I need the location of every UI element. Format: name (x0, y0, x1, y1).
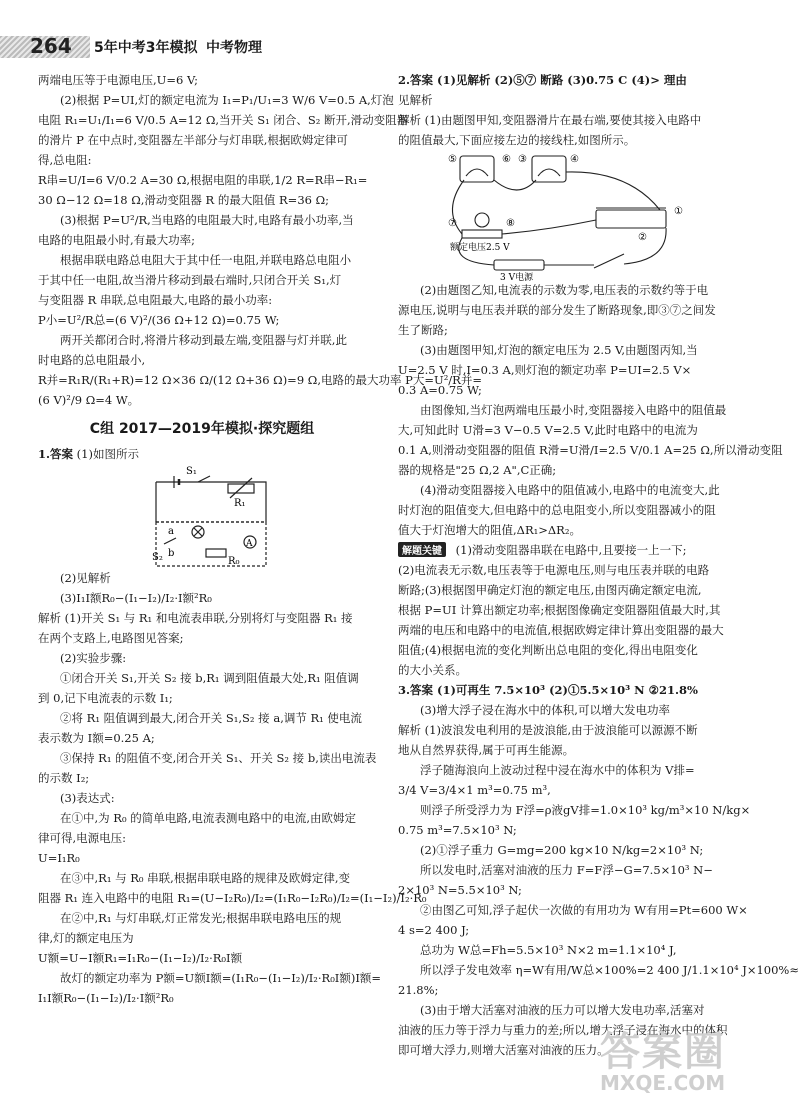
text-line: (2)由题图乙知,电流表的示数为零,电压表的示数约等于电 (420, 283, 709, 297)
note-line: 断路;(3)根据图甲确定灯泡的额定电压,由图丙确定额定电流, (398, 583, 702, 597)
note-line: 根据 P=UI 计算出额定功率;根据图像确定变阻器阻值最大时,其 (398, 603, 721, 617)
text-line: ②由图乙可知,浮子起伏一次做的有用功为 W有用=Pt=600 W× (420, 903, 748, 917)
text-line: 2×10³ N=5.5×10³ N; (398, 883, 522, 897)
text-line: 的阻值最大,下面应接左边的接线柱,如图所示。 (398, 133, 636, 147)
text-line: 时电路的总电阻最小, (38, 353, 146, 367)
text-line: P小=U²/R总=(6 V)²/(36 Ω+12 Ω)=0.75 W; (38, 313, 280, 327)
note-line: 的大小关系。 (398, 663, 467, 677)
text-line: (3)由于增大活塞对油液的压力可以增大发电功率,活塞对 (420, 1003, 705, 1017)
label-lamp: 额定电压2.5 V (450, 243, 510, 253)
text-line: 在①中,为 R₀ 的简单电路,电流表测电路中的电流,由欧姆定 (60, 811, 357, 825)
text-line: 电路的电阻最小时,有最大功率; (38, 233, 196, 247)
answer-part: (3)I₁I额R₀−(I₁−I₂)/I₂·I额²R₀ (60, 591, 212, 605)
text-line: 解析 (1)开关 S₁ 与 R₁ 和电流表串联,分别将灯与变阻器 R₁ 接 (38, 611, 353, 625)
note-line (398, 540, 726, 560)
text-line: (3)根据 P=U²/R,当电路的电阻最大时,电路有最小功率,当 (60, 213, 354, 227)
q2-answer-cont: 见解析 (398, 93, 433, 107)
label-a: a (168, 526, 174, 537)
text-line: 生了断路; (398, 323, 448, 337)
text-line: ③保持 R₁ 的阻值不变,闭合开关 S₁、开关 S₂ 接 b,读出电流表 (60, 751, 377, 765)
answer-label: 1.答案 (38, 447, 74, 461)
text-line: (2)实验步骤: (60, 651, 127, 665)
label-1: ① (674, 206, 683, 217)
text-line: 值大于灯泡增大的阻值,ΔR₁>ΔR₂。 (398, 523, 581, 537)
text-line: R串=U/I=6 V/0.2 A=30 Ω,根据电阻的串联,1/2 R=R串−R₁= (38, 173, 368, 187)
circuit-diagram-q1 (38, 464, 366, 568)
answer-part: (2)见解析 (60, 571, 111, 585)
text-line: 的示数 I₂; (38, 771, 90, 785)
section-c-title: C组 2017—2019年模拟·探究题组 (89, 421, 315, 437)
note-line: 阻值;(4)根据电流的变化判断出总电阻的变化,得出电阻变化 (398, 643, 698, 657)
text-line: 律可得,电源电压: (38, 831, 127, 845)
q1-answer (38, 444, 366, 464)
label-3: ③ (518, 154, 527, 165)
text-line: ①闭合开关 S₁,开关 S₂ 接 b,R₁ 调到阻值最大处,R₁ 阻值调 (60, 671, 359, 685)
text-line: 油液的压力等于浮力与重力的差;所以,增大浮子浸在海水中的体积 (398, 1023, 728, 1037)
q2-block (398, 70, 783, 680)
label-s2: S₂ (152, 552, 163, 563)
note-line: (2)电流表无示数,电压表等于电源电压,则与电压表并联的电路 (398, 563, 710, 577)
text-line: 两端电压等于电源电压,U=6 V; (38, 73, 198, 87)
text-line: 浮子随海浪向上波动过程中浸在海水中的体积为 V排= (420, 763, 695, 777)
note-line: 两端的电压和电路中的电流值,根据欧姆定律计算出变阻器的最大 (398, 623, 724, 637)
label-s1: S₁ (186, 466, 197, 477)
text-line: 律,灯的额定电压为 (38, 931, 134, 945)
text-line: 21.8%; (398, 983, 439, 997)
subject-title: 中考物理 (206, 40, 262, 56)
text-line: 总功为 W总=Fh=5.5×10³ N×2 m=1.1×10⁴ J, (420, 943, 677, 957)
text-line: (2)根据 P=UI,灯的额定电流为 I₁=P₁/U₁=3 W/6 V=0.5 A,灯泡 (60, 93, 394, 107)
note-text: (1)滑动变阻器串联在电路中,且要接一上一下; (455, 543, 687, 557)
text-line: 在③中,R₁ 与 R₀ 串联,根据串联电路的规律及欧姆定律,变 (60, 871, 350, 885)
watermark-logo: 答案圈 (600, 1029, 726, 1075)
text-line: (4)滑动变阻器接入电路中的阻值减小,电路中的电流变大,此 (420, 483, 720, 497)
text-line: (6 V)²/9 Ω=4 W。 (38, 393, 140, 407)
text-line: 两开关都闭合时,将滑片移动到最左端,变阻器与灯并联,此 (60, 333, 347, 347)
label-5: ⑤ (448, 154, 457, 165)
text-line: 0.3 A=0.75 W; (398, 383, 482, 397)
text-line: I₁I额R₀−(I₁−I₂)/I₂·I额²R₀ (38, 991, 174, 1005)
text-line: 于其中任一电阻,故当滑片移动到最右端时,只闭合开关 S₁,灯 (38, 273, 342, 287)
text-line: U额=U−I额R₁=I₁R₀−(I₁−I₂)/I₂·R₀I额 (38, 951, 243, 965)
label-8: ⑧ (506, 218, 515, 229)
text-line: 器的规格是"25 Ω,2 A",C正确; (398, 463, 557, 477)
text-line: R并=R₁R/(R₁+R)=12 Ω×36 Ω/(12 Ω+36 Ω)=9 Ω,电路的最大功率 P大=U²/R并= (38, 373, 482, 387)
text-line: 在②中,R₁ 与灯串联,灯正常发光;根据串联电路电压的规 (60, 911, 342, 925)
q3-answer: 3.答案 (1)可再生 7.5×10³ (2)①5.5×10³ N ②21.8% (398, 683, 698, 697)
text-line: 解析 (1)波浪发电利用的是波浪能,由于波浪能可以源源不断 (398, 723, 698, 737)
text-line: 0.1 A,则滑动变阻器的阻值 R滑=U滑/I=2.5 V/0.1 A=25 Ω,所以滑动变阻 (398, 443, 783, 457)
text-line: 的滑片 P 在中点时,变阻器左半部分与灯串联,根据欧姆定律可 (38, 133, 348, 147)
label-2: ② (638, 232, 647, 243)
page-header (0, 0, 750, 58)
text-line: U=2.5 V 时,I=0.3 A,则灯泡的额定功率 P=UI=2.5 V× (398, 363, 692, 377)
text-line: 根据串联电路总电阻大于其中任一电阻,并联电路总电阻小 (60, 253, 352, 267)
text-line: 源电压,说明与电压表并联的部分发生了断路现象,即③⑦之间发 (398, 303, 716, 317)
text-line: 则浮子所受浮力为 F浮=ρ液gV排=1.0×10³ kg/m³×10 N/kg× (420, 803, 751, 817)
text-line: 由图像知,当灯泡两端电压最小时,变阻器接入电路中的阻值最 (420, 403, 727, 417)
text-line: 时灯泡的阻值变大,但电路中的总电阻变小,所以变阻器减小的阻 (398, 503, 716, 517)
text-line: (3)由题图甲知,灯泡的额定电压为 2.5 V,由题图丙知,当 (420, 343, 698, 357)
book-title: 5年中考3年模拟 (94, 40, 198, 56)
text-line: 大,可知此时 U滑=3 V−0.5 V=2.5 V,此时电路中的电流为 (398, 423, 698, 437)
text-line: 所以发电时,活塞对油液的压力 F=F浮−G=7.5×10³ N− (420, 863, 713, 877)
text-line: 4 s=2 400 J; (398, 923, 470, 937)
watermark (600, 1020, 740, 1095)
text-line: 与变阻器 R 串联,总电阻最大,电路的最小功率: (38, 293, 273, 307)
watermark-url: MXQE.COM (600, 1071, 726, 1095)
text-line: 解析 (1)由题图甲知,变阻器滑片在最右端,要使其接入电路中 (398, 113, 702, 127)
right-column (398, 70, 799, 1060)
text-line: 在两个支路上,电路图见答案; (38, 631, 184, 645)
q3-answer-cont: (3)增大浮子浸在海水中的体积,可以增大发电功率 (420, 703, 670, 717)
label-r1: R₁ (234, 498, 246, 509)
text-line: 阻器 R₁ 连入电路中的电阻 R₁=(U−I₂R₀)/I₂=(I₁R₀−I₂R₀)/I₂=(I₁−I₂)/I₂·R₀ (38, 891, 427, 905)
note-tag: 解题关键 (398, 542, 446, 557)
page-number: 264 (30, 34, 72, 58)
label-6: ⑥ (502, 154, 511, 165)
q2-answer: 2.答案 (1)见解析 (2)⑤⑦ 断路 (3)0.75 C (4)> 理由 (398, 73, 687, 87)
text-line: 30 Ω−12 Ω=18 Ω,滑动变阻器 R 的最大阻值 R=36 Ω; (38, 193, 330, 207)
text-line: 到 0,记下电流表的示数 I₁; (38, 691, 173, 705)
text-line: 地从自然界获得,属于可再生能源。 (398, 743, 575, 757)
label-4: ④ (570, 154, 579, 165)
text-line: 得,总电阻: (38, 153, 92, 167)
q3-block (398, 680, 799, 1060)
label-7: ⑦ (448, 218, 457, 229)
text-line: (3)表达式: (60, 791, 115, 805)
text-line: 所以浮子发电效率 η=W有用/W总×100%=2 400 J/1.1×10⁴ J×100%≈ (420, 963, 799, 977)
text-line: 0.75 m³=7.5×10³ N; (398, 823, 517, 837)
answer-part: (1)如图所示 (76, 447, 139, 461)
text-line: 3/4 V=3/4×1 m³=0.75 m³, (398, 783, 551, 797)
text-line: 即可增大浮力,则增大活塞对油液的压力。 (398, 1043, 609, 1057)
text-line: U=I₁R₀ (38, 851, 80, 865)
text-line: 电阻 R₁=U₁/I₁=6 V/0.5 A=12 Ω,当开关 S₁ 闭合、S₂ 断开,滑动变阻器 (38, 113, 409, 127)
text-line: ②将 R₁ 阻值调到最大,闭合开关 S₁,S₂ 接 a,调节 R₁ 使电流 (60, 711, 362, 725)
text-line: 故灯的额定功率为 P额=U额I额=(I₁R₀−(I₁−I₂)/I₂·R₀I额)I额= (60, 971, 382, 985)
text-line: (2)①浮子重力 G=mg=200 kg×10 N/kg=2×10³ N; (420, 843, 704, 857)
wiring-figure-q2 (398, 150, 726, 283)
label-b: b (168, 548, 175, 559)
label-battery: 3 V电源 (500, 273, 534, 283)
text-line: 表示数为 I额=0.25 A; (38, 731, 155, 745)
label-ammeter: A (246, 539, 253, 549)
label-r0: R₀ (228, 556, 240, 567)
